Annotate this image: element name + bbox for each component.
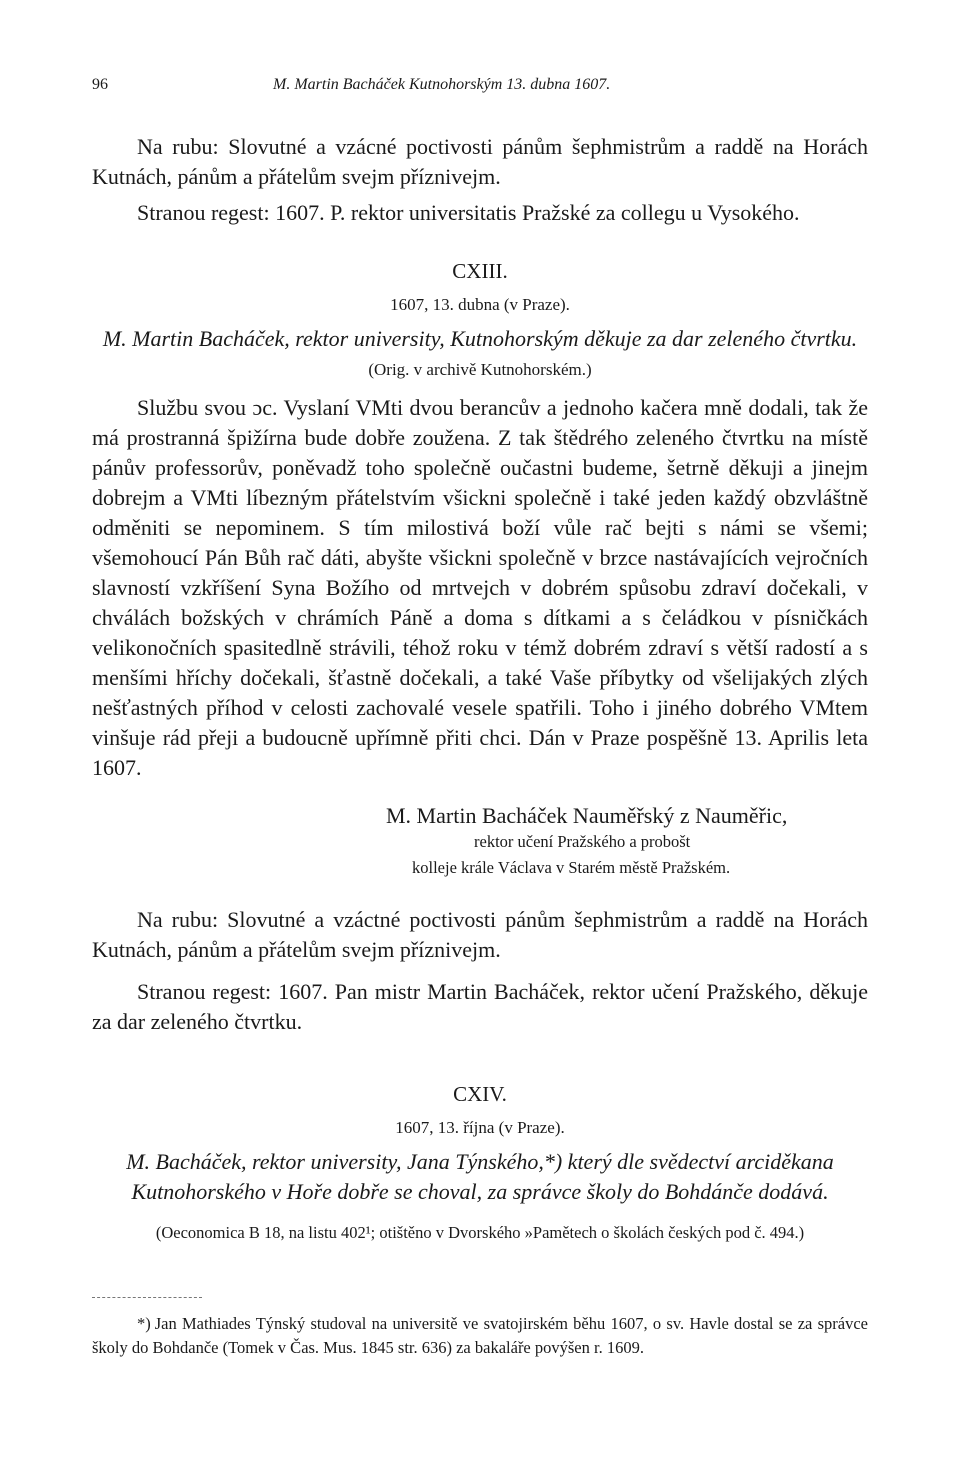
page-number: 96 <box>92 76 108 93</box>
letter-endorsement: Na rubu: Slovutné a vzáctné poctivosti pánům šephmistrům a raddě na Horách Kutnách, pánům a přátelům svejm příznivejm. <box>92 907 868 962</box>
document-source: (Orig. v archivě Kutnohorském.) <box>368 360 592 379</box>
footnote-marker: *) <box>137 1314 151 1333</box>
document-heading-2: M. Bacháček, rektor university, Jana Týnského,*) který dle svědectví arciděkana Kutnohorského v Hoře dobře se choval, za správce školy do Bohdánče dodává. <box>126 1149 834 1204</box>
footnote-divider <box>92 1297 202 1298</box>
document-number: CXIII. <box>452 259 508 283</box>
signature-block <box>92 801 868 879</box>
running-head-title: M. Martin Bacháček Kutnohorským 13. dubna 1607. <box>273 76 611 93</box>
document-date-2: 1607, 13. října (v Praze). <box>395 1118 565 1137</box>
document-heading: M. Martin Bacháček, rektor university, Kutnohorským děkuje za dar zeleného čtvrtku. <box>102 326 858 351</box>
document-date: 1607, 13. dubna (v Praze). <box>390 295 570 314</box>
letter-body: Službu svou ɔc. Vyslaní VMti dvou berancův a jednoho kačera mně dodali, tak že má prostranná špižírna bude dobře zoužena. Z tak štědrého zeleného čtvrtku na místě pánův professorův, poněvadž toho společně oučastni budeme, šetrně děkuji a jinejm dobrejm a VMti líbezným přátelstvím všickni společně i také jeden každý obzvláštně odměniti se nepominem. S tím milostivá boží vůle rač bejti s námi se všemi; všemohoucí Pán Bůh rač dáti, abyšte všickni společně v brzce nastávajících vejročních slavností vzkříšení Syna Božího od mrtvejch v dobrém spůsobu zdraví dočekali, v chválách božských v chrámích Páně a doma s dítkami a s čeládkou v písničkách velikonočních spasitedlně strávili, téhož roku v témž dobrém zdraví s větší radostí a s menšími hříchy dočekali, šťastně dočekali, a také Vaše příbytky od všelijakých zlých nešťastných příhod v celosti zachovalé vesele spatřili. Toho i jiného dobrého VMtem vinšuje rád přeji a budoucně upřímně přiti chci. Dán v Praze pospěšně 13. Aprilis leta 1607. <box>92 395 868 780</box>
prev-doc-regest: Stranou regest: 1607. P. rektor universitatis Pražské za collegu u Vysokého. <box>137 200 800 225</box>
page <box>92 76 868 1360</box>
document-number-2: CXIV. <box>453 1082 507 1106</box>
signature-title-line-1: rektor učení Pražského a probošt <box>474 832 691 851</box>
footnote-text: Jan Mathiades Týnský studoval na universitě ve svatojirském běhu 1607, o sv. Havle dostal se za správce školy do Bohdanče (Tomek v Čas. Mus. 1845 str. 636) za bakaláře povýšen r. 1609. <box>92 1314 868 1357</box>
letter-regest: Stranou regest: 1607. Pan mistr Martin Bacháček, rektor učení Pražského, děkuje za dar zeleného čtvrtku. <box>92 979 868 1034</box>
signature-title-line-2: kolleje krále Václava v Starém městě Pražském. <box>412 858 731 877</box>
running-head <box>92 76 868 102</box>
footnote <box>92 1312 868 1360</box>
document-source-2: (Oeconomica B 18, na listu 402¹; otištěno v Dvorského »Pamětech o školách českých pod č. 494.) <box>155 1223 805 1242</box>
signature-name: M. Martin Bacháček Nauměřský z Nauměřic, <box>386 803 788 828</box>
prev-doc-endorsement: Na rubu: Slovutné a vzácné poctivosti pánům šephmistrům a raddě na Horách Kutnách, pánům a přátelům svejm příznivejm. <box>92 134 868 189</box>
